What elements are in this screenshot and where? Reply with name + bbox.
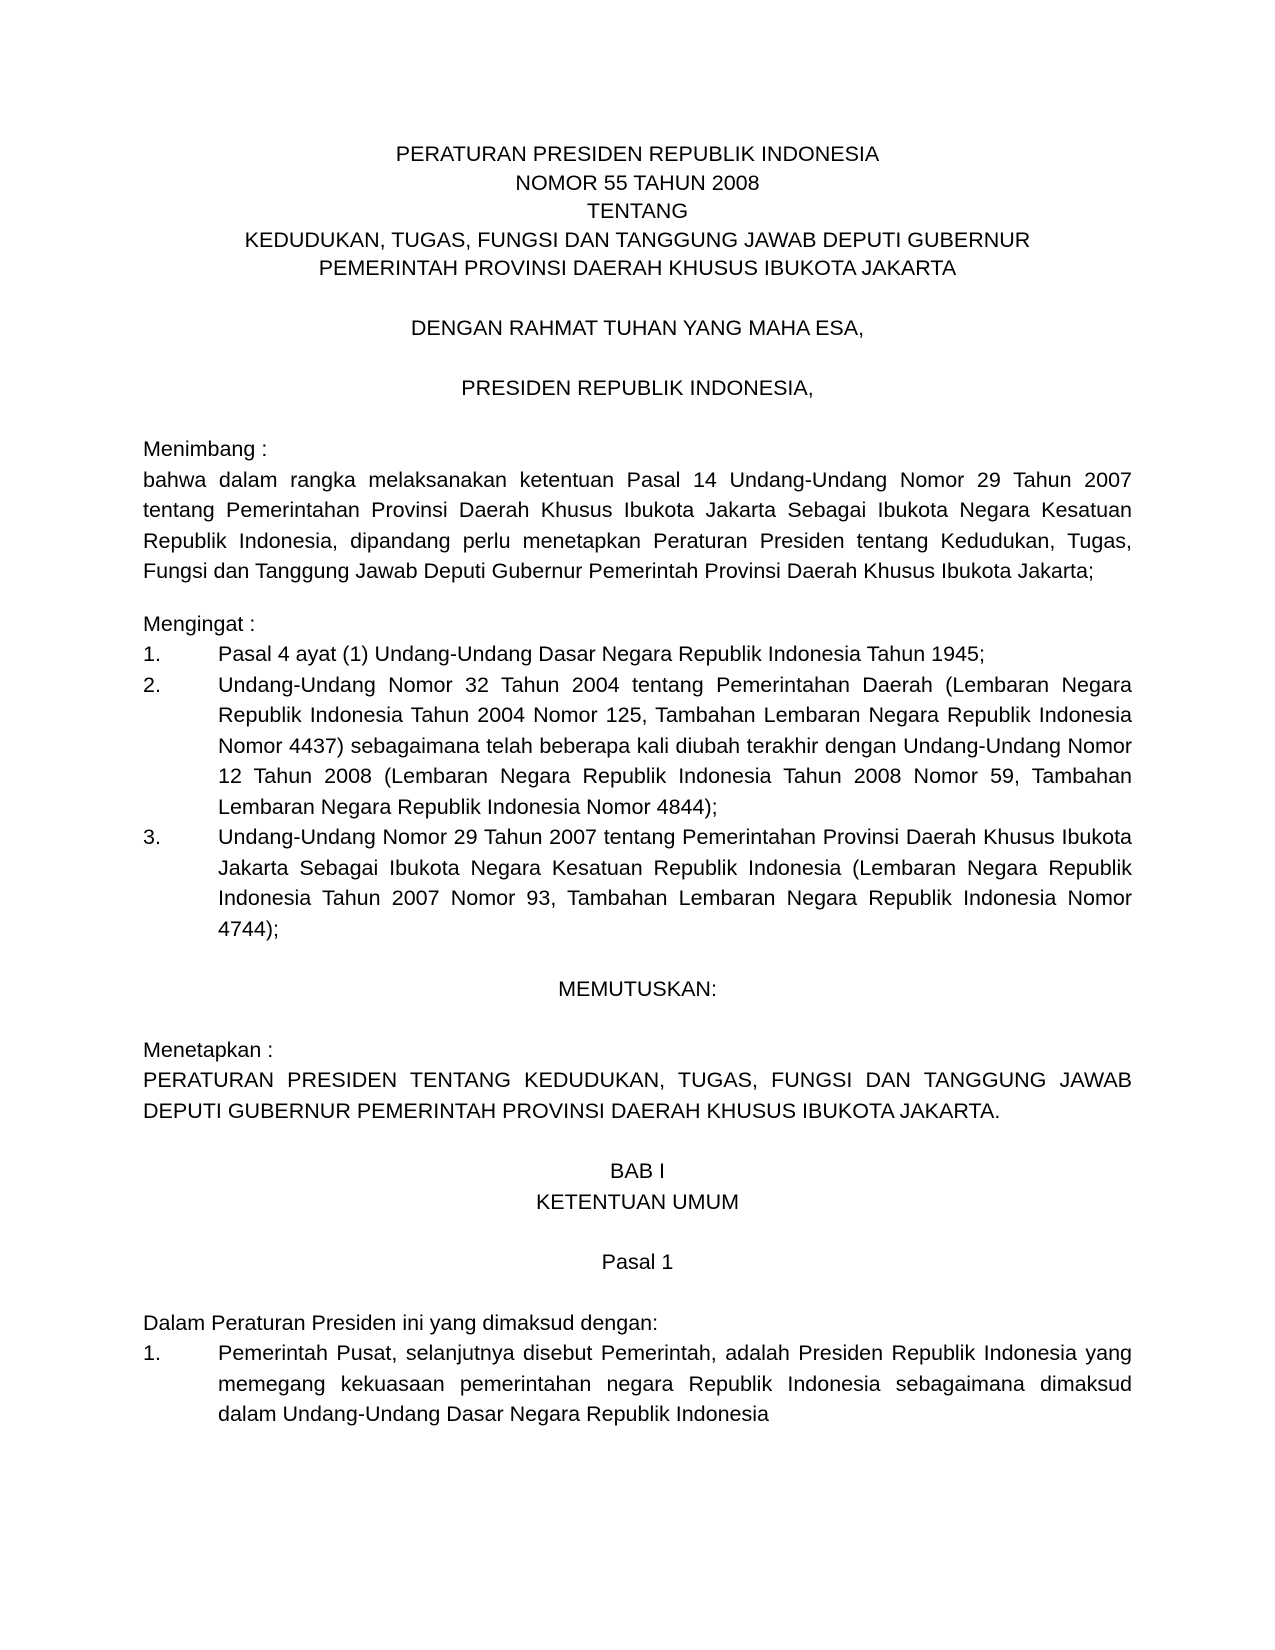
recalling-list: [143, 639, 1132, 944]
spacer-before-decides: [143, 944, 1132, 974]
title-line-2: NOMOR 55 TAHUN 2008: [515, 170, 760, 195]
spacer-after-invocation: [143, 343, 1132, 373]
article-heading: Pasal 1: [601, 1250, 674, 1275]
spacer-before-article: [143, 1217, 1132, 1247]
authority-line: PRESIDEN REPUBLIK INDONESIA,: [461, 376, 814, 401]
list-item-text: Undang-Undang Nomor 29 Tahun 2007 tentang Pemerintahan Provinsi Daerah Khusus Ibukota Jakarta Sebagai Ibukota Negara Kesatuan Republik Indonesia (Lembaran Negara Republik Indonesia Tahun 2007 Nomor 93, Tambahan Lembaran Negara Republik Indonesia Nomor 4744);: [218, 825, 1132, 941]
spacer-after-decides: [143, 1005, 1132, 1035]
title-line-3: TENTANG: [586, 199, 689, 224]
recalling-label: Mengingat :: [143, 611, 256, 636]
chapter-heading: BAB I: [610, 1159, 665, 1184]
title-line-1: PERATURAN PRESIDEN REPUBLIK INDONESIA: [395, 142, 880, 166]
list-item-number: 2.: [143, 672, 161, 697]
spacer-after-title: [143, 283, 1132, 313]
spacer-after-authority: [143, 404, 1132, 434]
spacer-after-considering: [143, 587, 1132, 609]
spacer-after-article: [143, 1278, 1132, 1308]
list-item: [143, 639, 1132, 670]
spacer-before-chapter: [143, 1126, 1132, 1156]
document-title-block: [143, 140, 1132, 283]
list-item-text: Pasal 4 ayat (1) Undang-Undang Dasar Negara Republik Indonesia Tahun 1945;: [218, 642, 985, 667]
chapter-title: KETENTUAN UMUM: [535, 1189, 740, 1214]
definitions-list: [143, 1338, 1132, 1430]
establishing-label: Menetapkan :: [143, 1037, 274, 1062]
title-line-5: PEMERINTAH PROVINSI DAERAH KHUSUS IBUKOTA JAKARTA: [318, 256, 957, 281]
definitions-intro: Dalam Peraturan Presiden ini yang dimaksud dengan:: [143, 1310, 659, 1335]
invocation-line: DENGAN RAHMAT TUHAN YANG MAHA ESA,: [410, 315, 865, 340]
list-item: [143, 670, 1132, 823]
document-body: [143, 140, 1132, 1430]
list-item-number: 1.: [143, 642, 161, 667]
considering-label: Menimbang :: [143, 437, 268, 461]
list-item-number: 3.: [143, 825, 161, 850]
title-line-4: KEDUDUKAN, TUGAS, FUNGSI DAN TANGGUNG JAWAB DEPUTI GUBERNUR: [244, 227, 1031, 252]
establishing-text: PERATURAN PRESIDEN TENTANG KEDUDUKAN, TUGAS, FUNGSI DAN TANGGUNG JAWAB DEPUTI GUBERNUR PEMERINTAH PROVINSI DAERAH KHUSUS IBUKOTA JAKARTA.: [143, 1068, 1132, 1123]
list-item-text: Undang-Undang Nomor 32 Tahun 2004 tentang Pemerintahan Daerah (Lembaran Negara Republik Indonesia Tahun 2004 Nomor 125, Tambahan Lembaran Negara Republik Indonesia Nomor 4437) sebagaimana telah beberapa kali diubah terakhir dengan Undang-Undang Nomor 12 Tahun 2008 (Lembaran Negara Republik Indonesia Tahun 2008 Nomor 59, Tambahan Lembaran Negara Republik Indonesia Nomor 4844);: [218, 672, 1132, 819]
list-item: [143, 1338, 1132, 1430]
list-item: [143, 822, 1132, 944]
decides-heading: MEMUTUSKAN:: [558, 977, 717, 1002]
list-item-text: Pemerintah Pusat, selanjutnya disebut Pemerintah, adalah Presiden Republik Indonesia yang memegang kekuasaan pemerintahan negara Republik Indonesia sebagaimana dimaksud dalam Undang-Undang Dasar Negara Republik Indonesia: [218, 1341, 1132, 1427]
list-item-number: 1.: [143, 1341, 161, 1366]
considering-text: bahwa dalam rangka melaksanakan ketentuan Pasal 14 Undang-Undang Nomor 29 Tahun 2007 tentang Pemerintahan Provinsi Daerah Khusus Ibukota Jakarta Sebagai Ibukota Negara Kesatuan Republik Indonesia, dipandang perlu menetapkan Peraturan Presiden tentang Kedudukan, Tugas, Fungsi dan Tanggung Jawab Deputi Gubernur Pemerintah Provinsi Daerah Khusus Ibukota Jakarta;: [143, 467, 1132, 584]
